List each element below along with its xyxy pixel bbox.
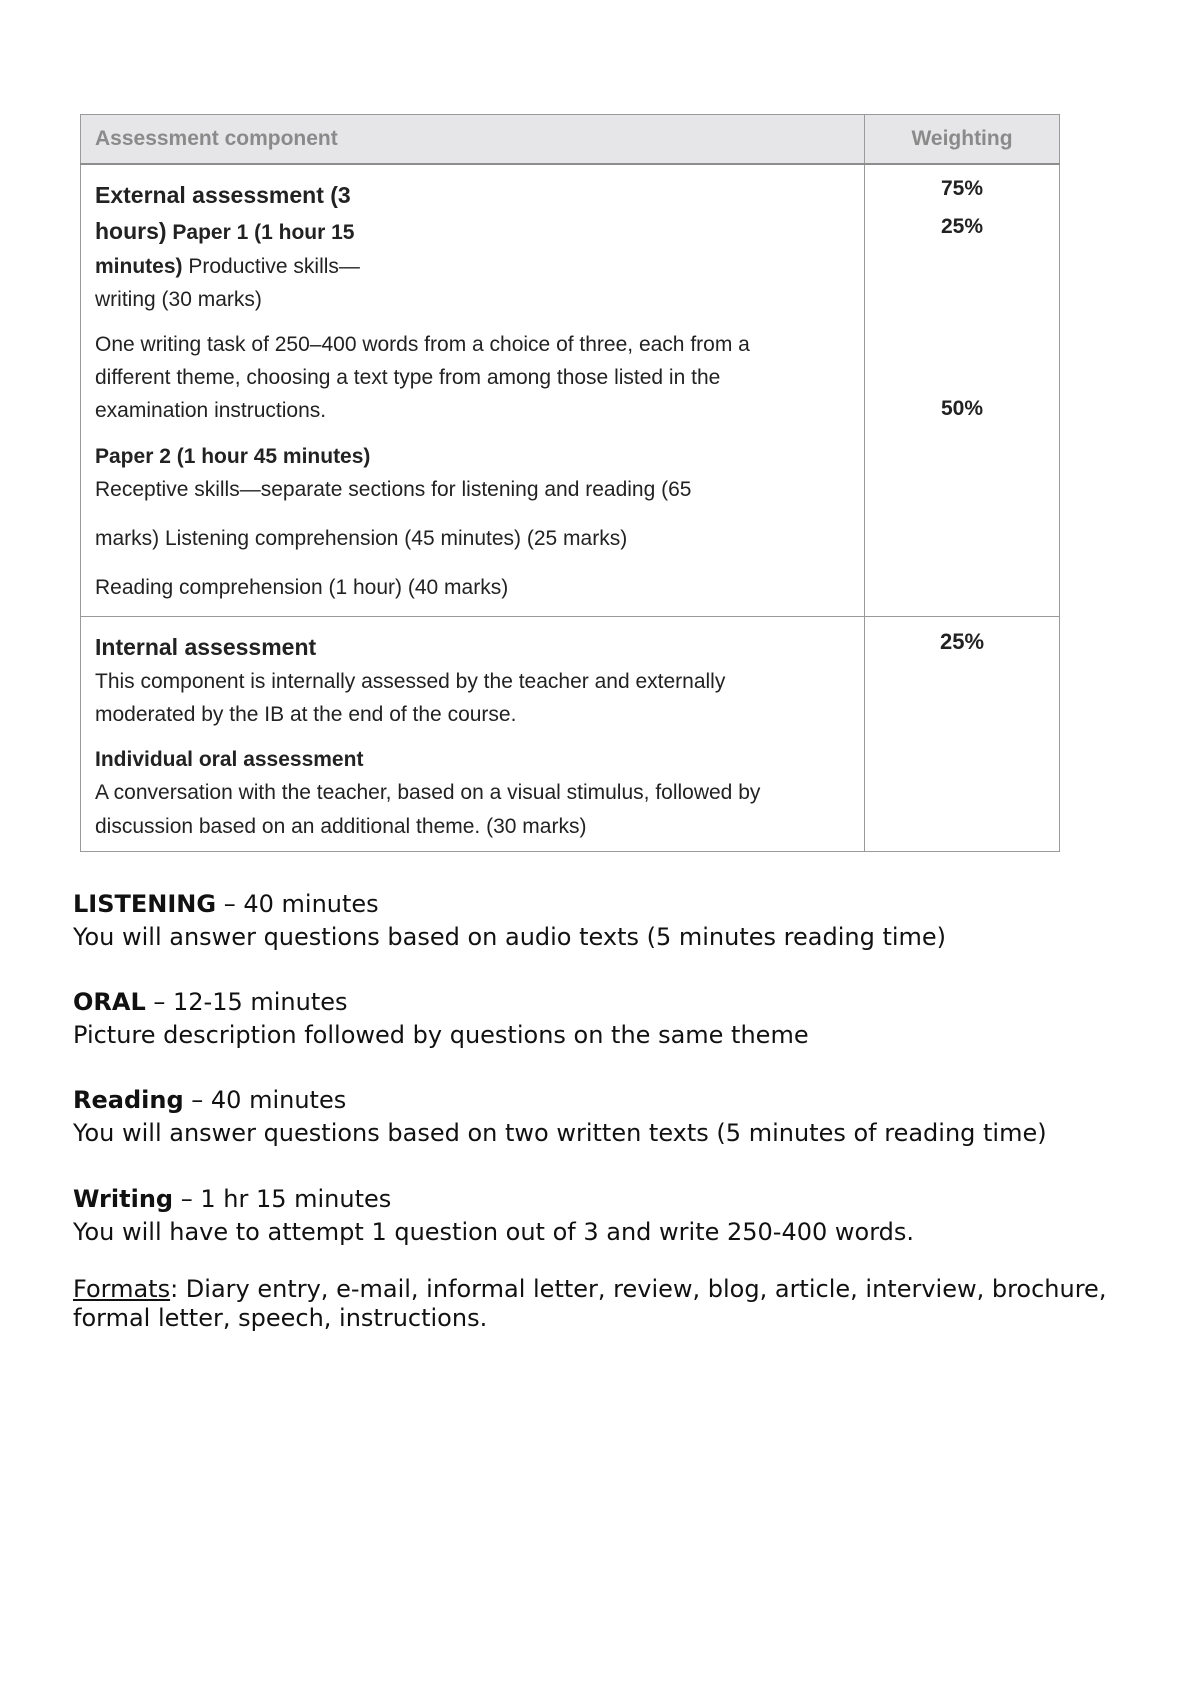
- external-assessment-row: [81, 164, 1060, 616]
- oral-section: [73, 986, 1153, 1052]
- internal-desc: This component is internally assessed by the teacher and externally moderated by the IB at the end of the course.: [95, 669, 726, 726]
- section-title: LISTENING: [73, 890, 217, 918]
- paper1-title-b: minutes): [95, 254, 183, 278]
- weight-paper2: 50%: [940, 397, 984, 420]
- section-duration: – 12-15 minutes: [153, 988, 348, 1016]
- listening-section: [73, 888, 1153, 954]
- internal-title: Internal assessment: [95, 633, 317, 660]
- section-desc: You will answer questions based on two written texts (5 minutes of reading time): [73, 1119, 1047, 1147]
- ioa-desc: A conversation with the teacher, based on a visual stimulus, followed by discussion based on an additional theme. (30 marks): [95, 781, 761, 838]
- header-weighting: Weighting: [865, 115, 1060, 165]
- formats-section: [73, 1275, 1153, 1333]
- assessment-table-grid: [80, 114, 1060, 852]
- section-duration: – 40 minutes: [223, 890, 379, 918]
- paper1-desc-a: Productive skills—: [188, 254, 360, 278]
- internal-weighting: 25%: [865, 616, 1060, 851]
- paper1-desc-b: writing (30 marks): [95, 287, 262, 311]
- formats-label: Formats: [73, 1275, 171, 1303]
- paper1-task: One writing task of 250–400 words from a choice of three, each from a different theme, choosing a text type from among those listed in the examination instructions.: [95, 333, 750, 423]
- section-duration: – 40 minutes: [191, 1086, 347, 1114]
- header-component: Assessment component: [81, 115, 865, 165]
- section-desc: Picture description followed by questions on the same theme: [73, 1021, 809, 1049]
- internal-assessment-cell: [81, 616, 865, 851]
- paper1-title: Paper 1 (1 hour 15: [172, 221, 355, 245]
- paper2-title: Paper 2 (1 hour 45 minutes): [95, 444, 371, 468]
- paper2-reading: Reading comprehension (1 hour) (40 marks): [95, 576, 509, 600]
- paper2-listening: marks) Listening comprehension (45 minutes) (25 marks): [95, 526, 628, 550]
- section-desc: You will have to attempt 1 question out of 3 and write 250-400 words.: [73, 1218, 915, 1246]
- section-title: Reading: [73, 1086, 184, 1114]
- internal-assessment-row: [81, 616, 1060, 851]
- section-title: ORAL: [73, 988, 146, 1016]
- section-title: Writing: [73, 1185, 174, 1213]
- weight-paper1: 25%: [940, 215, 984, 238]
- assessment-table: [80, 114, 1060, 840]
- section-duration: – 1 hr 15 minutes: [180, 1185, 392, 1213]
- external-assessment-cell: [81, 164, 865, 616]
- writing-section: [73, 1183, 1153, 1249]
- external-title-b: hours): [95, 218, 167, 245]
- formats-text: : Diary entry, e-mail, informal letter, review, blog, article, interview, brochure, formal letter, speech, instructions.: [73, 1275, 1107, 1332]
- paper2-desc: Receptive skills—separate sections for listening and reading (65: [95, 477, 692, 501]
- section-desc: You will answer questions based on audio texts (5 minutes reading time): [73, 923, 947, 951]
- reading-section: [73, 1084, 1153, 1150]
- external-weighting-cell: [865, 164, 1060, 616]
- external-title-a: External assessment (3: [95, 182, 351, 208]
- ioa-title: Individual oral assessment: [95, 748, 364, 772]
- table-header-row: [81, 115, 1060, 165]
- weight-external-total: 75%: [940, 177, 984, 200]
